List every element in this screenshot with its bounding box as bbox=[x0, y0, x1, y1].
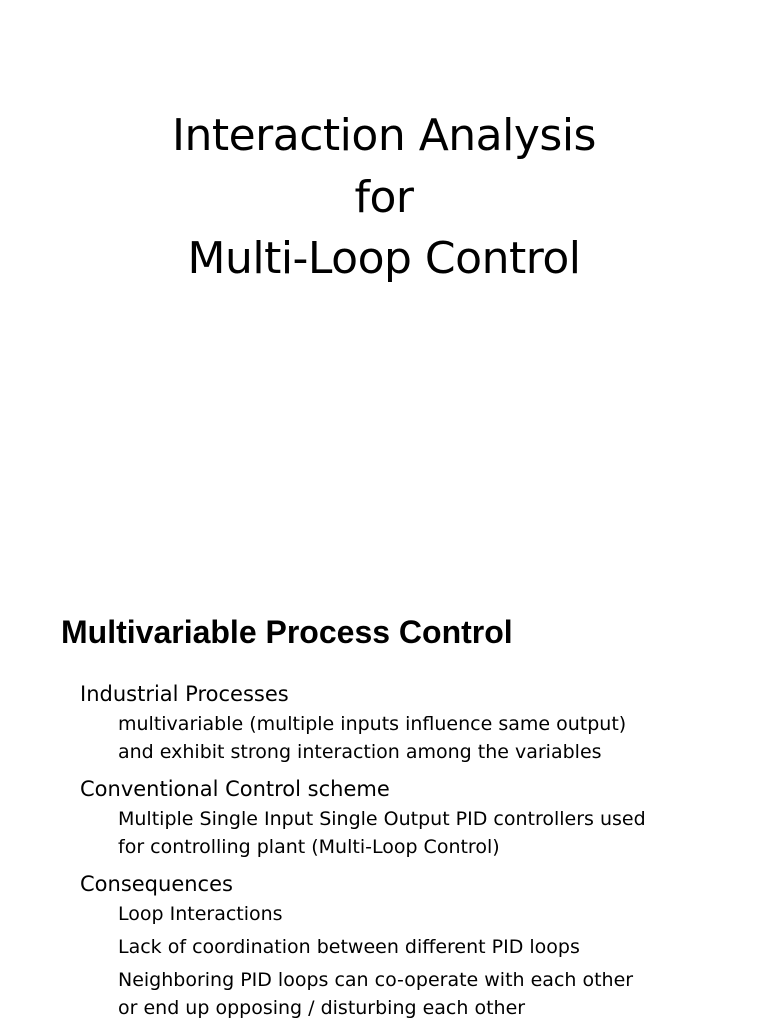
bullet-level-2: Neighboring PID loops can co-operate with each other bbox=[118, 969, 634, 991]
slide-title-line-3: Multi-Loop Control bbox=[187, 233, 581, 284]
slide-title-line-2: for bbox=[354, 172, 414, 223]
bullet-level-2-continuation: for controlling plant (Multi-Loop Control) bbox=[118, 836, 500, 858]
bullet-level-2: Loop Interactions bbox=[118, 903, 283, 925]
bullet-level-2-continuation: and exhibit strong interaction among the variables bbox=[118, 741, 602, 763]
bullet-level-2-continuation: or end up opposing / disturbing each other bbox=[118, 997, 526, 1019]
bullet-list bbox=[80, 678, 760, 1022]
bullet-level-2: Lack of coordination between different PID loops bbox=[118, 936, 580, 958]
bullet-level-1: Industrial Processes bbox=[80, 682, 289, 706]
slide-title-line-1: Interaction Analysis bbox=[172, 110, 596, 161]
bullet-level-1: Conventional Control scheme bbox=[80, 777, 390, 801]
content-slide bbox=[0, 570, 768, 1024]
bullet-level-2: multivariable (multiple inputs influence same output) bbox=[118, 713, 627, 735]
bullet-level-1: Consequences bbox=[80, 872, 233, 896]
bullet-level-2: Multiple Single Input Single Output PID controllers used bbox=[118, 808, 646, 830]
slide-heading: Multivariable Process Control bbox=[61, 614, 513, 650]
